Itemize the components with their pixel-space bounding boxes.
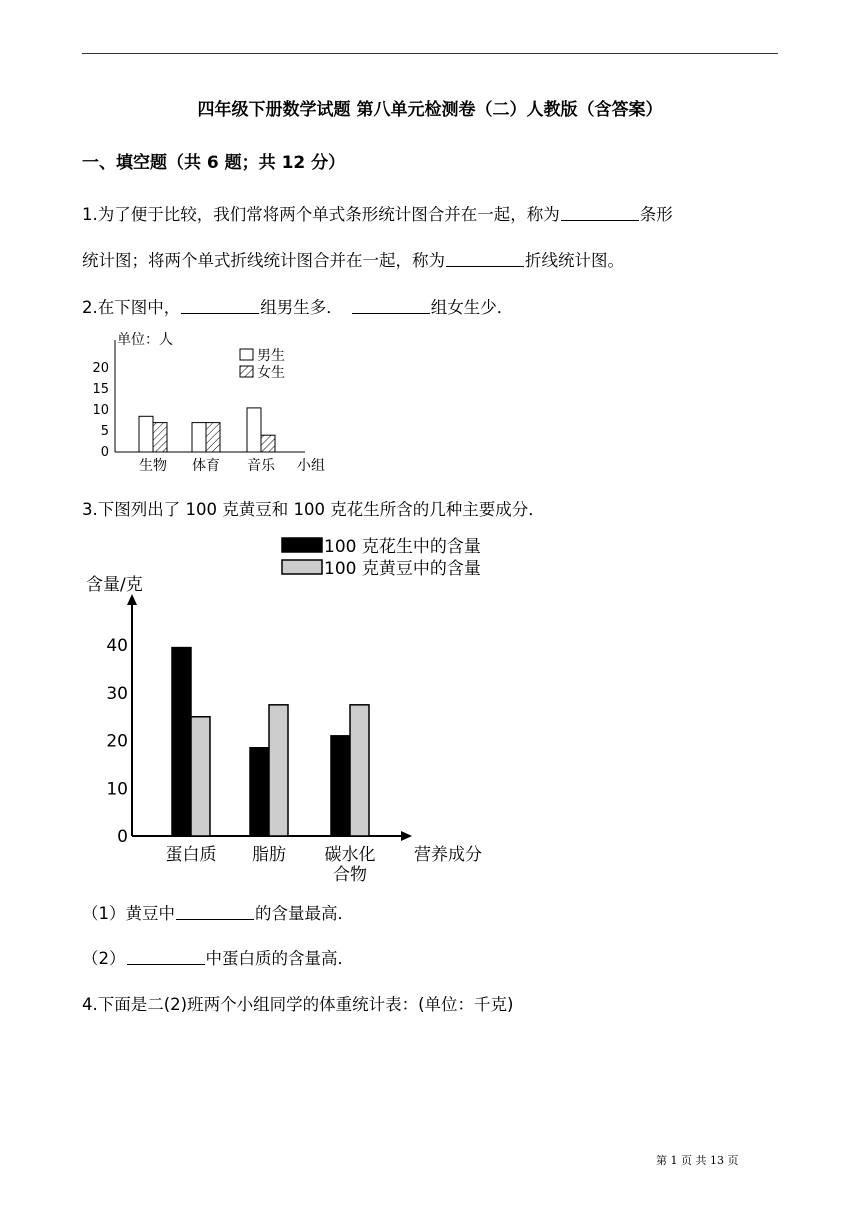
c1-bar-boys bbox=[247, 408, 261, 452]
c1-y-tick-label: 10 bbox=[92, 403, 109, 418]
q2-text-b: 组男生多． bbox=[260, 298, 343, 317]
c2-bar-peanut bbox=[172, 648, 191, 836]
c1-y-tick-label: 0 bbox=[100, 445, 109, 460]
q1-text-d: 折线统计图。 bbox=[525, 251, 624, 270]
c2-category-label: 脂肪 bbox=[252, 845, 286, 865]
c2-y-axis-label: 含量/克 bbox=[86, 575, 143, 595]
q3-sub2-text-b: 中蛋白质的含量高． bbox=[205, 949, 354, 968]
c1-legend-swatch bbox=[240, 349, 253, 360]
chart-boys-girls-by-group bbox=[80, 322, 340, 482]
q2-answer-blank-1[interactable] bbox=[181, 297, 259, 314]
c1-legend-label: 男生 bbox=[257, 348, 285, 364]
q1-answer-blank-2[interactable] bbox=[446, 250, 524, 267]
question-1-line-1 bbox=[82, 201, 673, 225]
c2-legend-swatch bbox=[282, 560, 322, 574]
c1-bar-girls bbox=[261, 435, 275, 452]
c1-bar-girls bbox=[153, 423, 167, 452]
q1-answer-blank-1[interactable] bbox=[561, 204, 639, 221]
c2-legend-label: 100 克黄豆中的含量 bbox=[324, 559, 481, 579]
c2-y-tick-label: 0 bbox=[117, 827, 128, 847]
q3-sub1-text-b: 的含量最高． bbox=[255, 904, 354, 923]
c2-category-label: 合物 bbox=[333, 865, 367, 885]
question-1-line-2 bbox=[82, 247, 624, 271]
c2-legend-label: 100 克花生中的含量 bbox=[324, 537, 481, 557]
c1-y-axis-label: 单位：人 bbox=[117, 332, 173, 348]
c2-bar-peanut bbox=[331, 736, 350, 836]
chart-peanut-soybean-nutrients bbox=[80, 528, 500, 888]
c2-bar-soybean bbox=[269, 705, 288, 836]
q3-sub2-text-a: （2） bbox=[82, 949, 126, 968]
q2-text-c: 组女生少． bbox=[430, 298, 514, 317]
c2-category-label: 蛋白质 bbox=[165, 845, 217, 865]
c1-category-label: 生物 bbox=[139, 458, 167, 474]
question-3-sub-1 bbox=[82, 900, 354, 924]
header-rule bbox=[82, 53, 778, 54]
c2-x-axis-arrow bbox=[401, 831, 412, 841]
c2-category-label: 碳水化 bbox=[324, 845, 376, 865]
question-3-intro: 3.下图列出了 100 克黄豆和 100 克花生所含的几种主要成分． bbox=[82, 500, 545, 519]
q1-text-c: 统计图；将两个单式折线统计图合并在一起，称为 bbox=[82, 251, 445, 270]
q1-text-b: 条形 bbox=[639, 205, 673, 224]
c2-y-tick-label: 30 bbox=[106, 683, 128, 704]
c1-legend-label: 女生 bbox=[257, 365, 285, 381]
c2-y-axis-arrow bbox=[127, 594, 137, 605]
c2-y-tick-label: 10 bbox=[106, 779, 128, 800]
c2-y-tick-label: 40 bbox=[106, 636, 128, 657]
c1-y-tick-label: 5 bbox=[100, 424, 109, 439]
c2-x-axis-label: 营养成分 bbox=[414, 845, 482, 865]
c1-bar-boys bbox=[139, 416, 153, 452]
c1-y-tick-label: 15 bbox=[92, 382, 109, 397]
q2-text-a: 2.在下图中， bbox=[82, 298, 181, 317]
q3-sub1-answer-blank[interactable] bbox=[176, 903, 254, 920]
page-title: 四年级下册数学试题 第八单元检测卷（二）人教版（含答案） bbox=[197, 100, 663, 120]
c2-y-tick-label: 20 bbox=[106, 731, 128, 752]
c1-bar-girls bbox=[206, 423, 220, 452]
q1-text-a: 1.为了便于比较，我们常将两个单式条形统计图合并在一起，称为 bbox=[82, 205, 560, 224]
c1-category-label: 体育 bbox=[192, 458, 220, 474]
q3-sub2-answer-blank[interactable] bbox=[127, 948, 205, 965]
c2-bar-soybean bbox=[191, 717, 210, 836]
question-3-sub-2 bbox=[82, 945, 354, 969]
c1-y-tick-label: 20 bbox=[92, 361, 109, 376]
c1-legend-swatch bbox=[240, 366, 253, 377]
q3-sub1-text-a: （1）黄豆中 bbox=[82, 904, 175, 923]
section-heading-fill-in: 一、填空题（共 6 题；共 12 分） bbox=[82, 153, 346, 173]
c2-legend-swatch bbox=[282, 538, 322, 552]
c1-x-axis-label: 小组 bbox=[297, 458, 325, 474]
q2-answer-blank-2[interactable] bbox=[352, 297, 430, 314]
question-4-intro: 4.下面是二(2)班两个小组同学的体重统计表：(单位：千克) bbox=[82, 995, 514, 1014]
question-2-line bbox=[82, 294, 513, 318]
page-number: 第 1 页 共 13 页 bbox=[656, 1154, 739, 1167]
c2-bar-peanut bbox=[250, 748, 269, 836]
c2-bar-soybean bbox=[350, 705, 369, 836]
c1-bar-boys bbox=[192, 423, 206, 452]
c1-category-label: 音乐 bbox=[247, 458, 275, 474]
